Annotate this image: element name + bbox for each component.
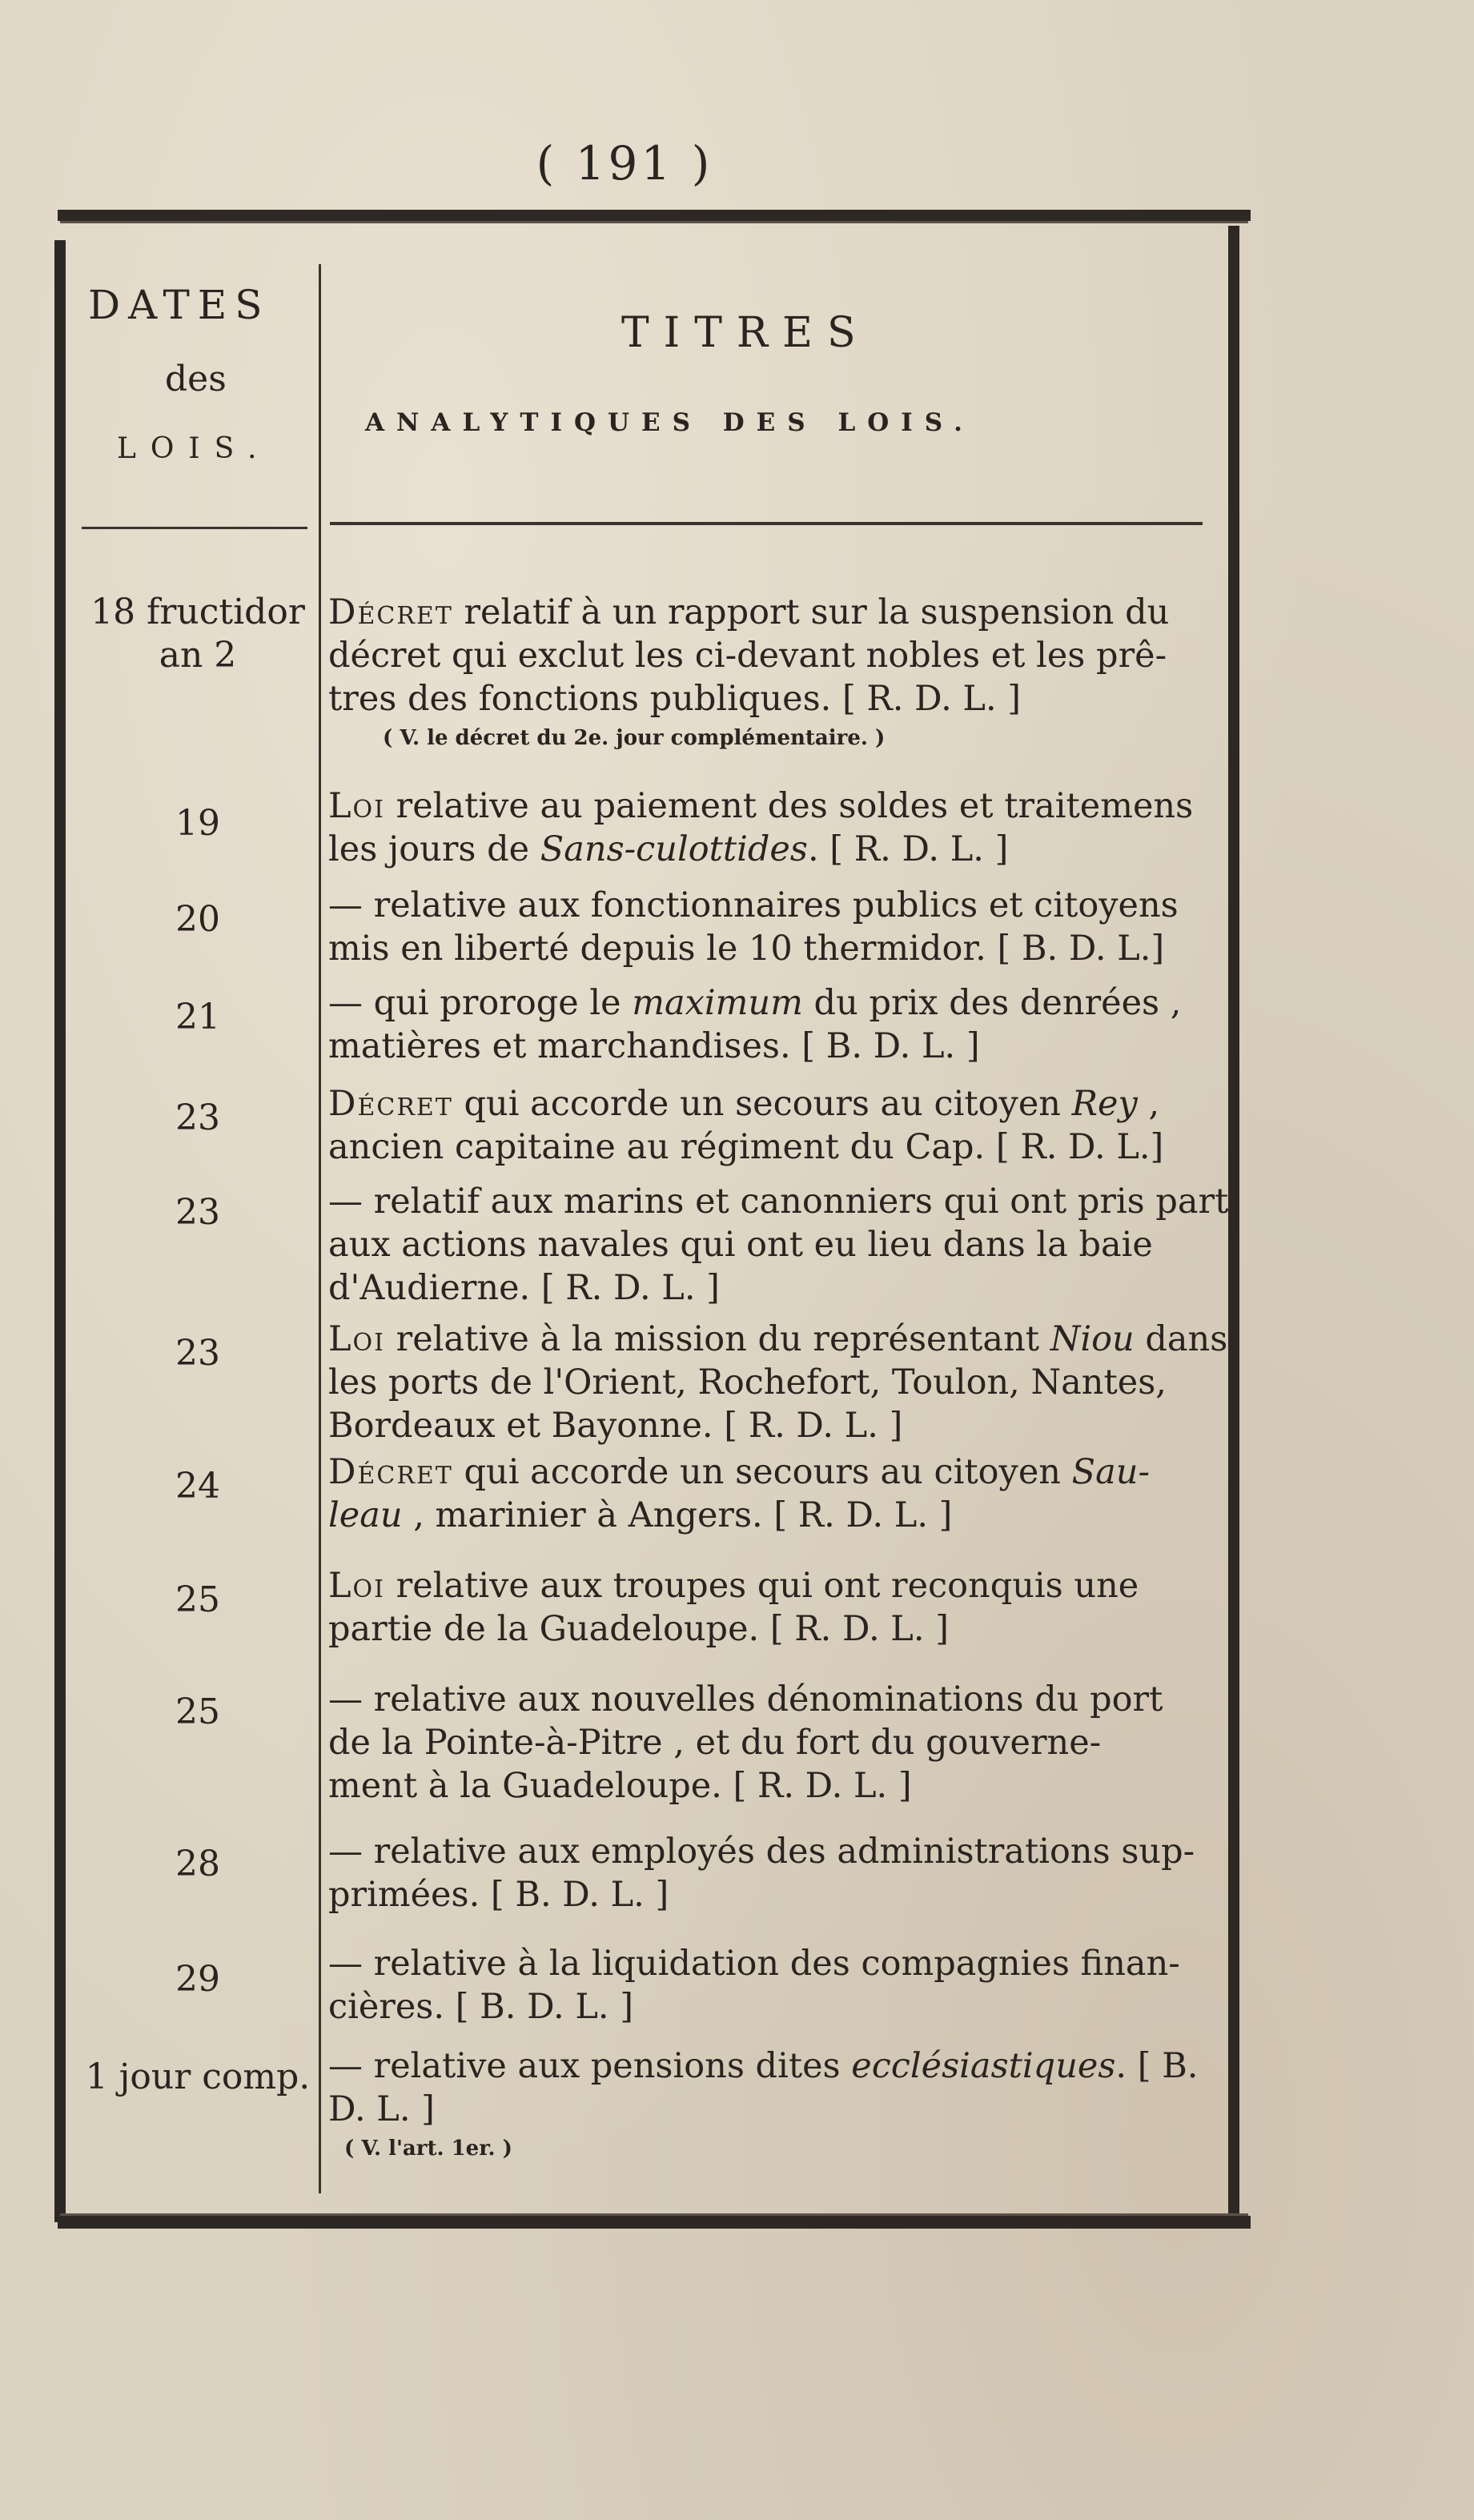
- header-des: des: [165, 359, 227, 399]
- entry-body: [328, 591, 1207, 756]
- entry-date: [66, 591, 330, 677]
- entry-line: [328, 1318, 1228, 1361]
- entry-date: 23: [175, 1333, 220, 1374]
- entry-note: ( V. le décret du 2e. jour complémentaire. ): [383, 726, 886, 750]
- entry-italic: ecclésiastiques: [851, 2046, 1116, 2086]
- entry-italic: Niou: [1050, 1319, 1135, 1359]
- entry-lead: Décret: [328, 1084, 453, 1124]
- entry-italic: leau: [328, 1495, 403, 1535]
- entry-body: [328, 2044, 1207, 2166]
- entry-date: 21: [175, 997, 220, 1037]
- entry-italic: maximum: [632, 983, 803, 1023]
- entry-text: dans: [1134, 1319, 1228, 1359]
- entry-date-line: an 2: [159, 635, 237, 676]
- entry-line: — relative aux nouvelles dénominations du port: [328, 1679, 1163, 1719]
- page-number: ( 191 ): [536, 136, 713, 191]
- entry-text: — relative aux pensions dites: [328, 2046, 852, 2086]
- entry-line: — relatif aux marins et canonniers qui ont pris part: [328, 1182, 1229, 1222]
- entry-line: ancien capitaine au régiment du Cap. [ R. D. L.]: [328, 1127, 1164, 1167]
- entry-line: [328, 981, 1207, 1025]
- entry-body: [328, 1830, 1207, 1916]
- entry-line: primées. [ B. D. L. ]: [328, 1875, 669, 1915]
- entry-body: [328, 1678, 1207, 1808]
- entry-date: 24: [175, 1466, 220, 1507]
- entry-body: [328, 884, 1207, 970]
- entry-line: de la Pointe-à-Pitre , et du fort du gouverne-: [328, 1723, 1102, 1763]
- entry-text: , marinier à Angers. [ R. D. L. ]: [402, 1495, 953, 1535]
- entry-line: [328, 2044, 1207, 2088]
- frame-left-rule: [54, 240, 66, 2222]
- entry-text: . [ R. D. L. ]: [807, 829, 1009, 869]
- entry-italic: Sau-: [1071, 1452, 1150, 1492]
- entry-text: — qui proroge le: [328, 983, 633, 1023]
- entry-line: — relative aux fonctionnaires publics et citoyens: [328, 885, 1179, 925]
- header-analytiques: ANALYTIQUES DES LOIS.: [365, 408, 974, 437]
- entry-text: ,: [1137, 1084, 1160, 1124]
- entry-italic: Rey: [1071, 1084, 1138, 1124]
- entry-italic: Sans-culottides: [540, 829, 808, 869]
- entry-date: 29: [175, 1959, 220, 2000]
- entry-line: ment à la Guadeloupe. [ R. D. L. ]: [328, 1766, 912, 1806]
- entry-body: [328, 981, 1207, 1068]
- entry-date: 25: [175, 1691, 220, 1732]
- entry-date: 23: [175, 1097, 220, 1138]
- entry-lead: Loi: [328, 1319, 385, 1359]
- entry-note: ( V. l'art. 1er. ): [344, 2137, 512, 2161]
- entry-text: . [ B.: [1115, 2046, 1199, 2086]
- entry-line: [328, 1494, 1207, 1537]
- entry-text: qui accorde un secours au citoyen: [452, 1452, 1072, 1492]
- entry-line: [328, 1564, 1207, 1607]
- frame-bottom-rule: [58, 2216, 1251, 2229]
- entry-text: relative à la mission du représentant: [385, 1319, 1050, 1359]
- entry-date-line: 18 fructidor: [90, 592, 305, 632]
- entry-lead: Loi: [328, 1566, 385, 1606]
- entry-line: [328, 1451, 1207, 1494]
- entry-line: partie de la Guadeloupe. [ R. D. L. ]: [328, 1609, 949, 1649]
- entry-line: D. L. ]: [328, 2089, 435, 2129]
- entry-lead: Loi: [328, 786, 385, 826]
- entry-line: les ports de l'Orient, Rochefort, Toulon, Nantes,: [328, 1362, 1167, 1402]
- entry-date: 25: [175, 1579, 220, 1620]
- entry-date: 28: [175, 1844, 220, 1884]
- frame-top-rule: [58, 210, 1251, 221]
- header-lois: LOIS.: [117, 432, 271, 465]
- frame-right-rule: [1228, 226, 1239, 2219]
- entry-line: mis en liberté depuis le 10 thermidor. [ B. D. L.]: [328, 929, 1165, 969]
- entry-line: matières et marchandises. [ B. D. L. ]: [328, 1026, 980, 1066]
- entry-line: Décret relatif à un rapport sur la suspension du: [328, 592, 1170, 632]
- entry-line: tres des fonctions publiques. [ R. D. L. ]: [328, 679, 1022, 719]
- entry-date: 1 jour comp.: [85, 2057, 311, 2097]
- entry-line: aux actions navales qui ont eu lieu dans la baie: [328, 1225, 1153, 1265]
- header-rule-right: [330, 522, 1203, 525]
- entry-date: 19: [175, 803, 220, 844]
- entry-line: [328, 784, 1207, 828]
- entry-text: relative aux troupes qui ont reconquis une: [385, 1566, 1139, 1606]
- header-titres: TITRES: [621, 309, 870, 357]
- entry-line: — relative à la liquidation des compagnies finan-: [328, 1944, 1180, 1984]
- entry-line: — relative aux employés des administrations sup-: [328, 1832, 1195, 1872]
- entry-lead: Décret: [328, 1452, 453, 1492]
- entry-body: [328, 1451, 1207, 1537]
- entry-text: les jours de: [328, 829, 540, 869]
- entry-line: d'Audierne. [ R. D. L. ]: [328, 1268, 720, 1308]
- entry-text: qui accorde un secours au citoyen: [452, 1084, 1072, 1124]
- entry-line: Bordeaux et Bayonne. [ R. D. L. ]: [328, 1406, 903, 1446]
- entry-line: cières. [ B. D. L. ]: [328, 1987, 634, 2027]
- entry-line: [328, 1082, 1207, 1126]
- header-dates: DATES: [88, 282, 271, 328]
- entry-body: [328, 1564, 1207, 1651]
- entry-date: 20: [175, 899, 220, 940]
- entry-text: relative au paiement des soldes et traitemens: [385, 786, 1194, 826]
- entry-date: 23: [175, 1192, 220, 1233]
- header-rule-left: [82, 527, 307, 529]
- entry-body: [328, 1180, 1229, 1310]
- entry-line: décret qui exclut les ci-devant nobles et les prê-: [328, 636, 1167, 676]
- entry-line: [328, 828, 1207, 871]
- entry-body: [328, 1942, 1207, 2028]
- entry-body: [328, 1082, 1207, 1169]
- entry-lead: Décret: [328, 592, 453, 632]
- entry-body: [328, 784, 1207, 871]
- entry-text: du prix des denrées ,: [802, 983, 1182, 1023]
- entry-body: [328, 1318, 1228, 1447]
